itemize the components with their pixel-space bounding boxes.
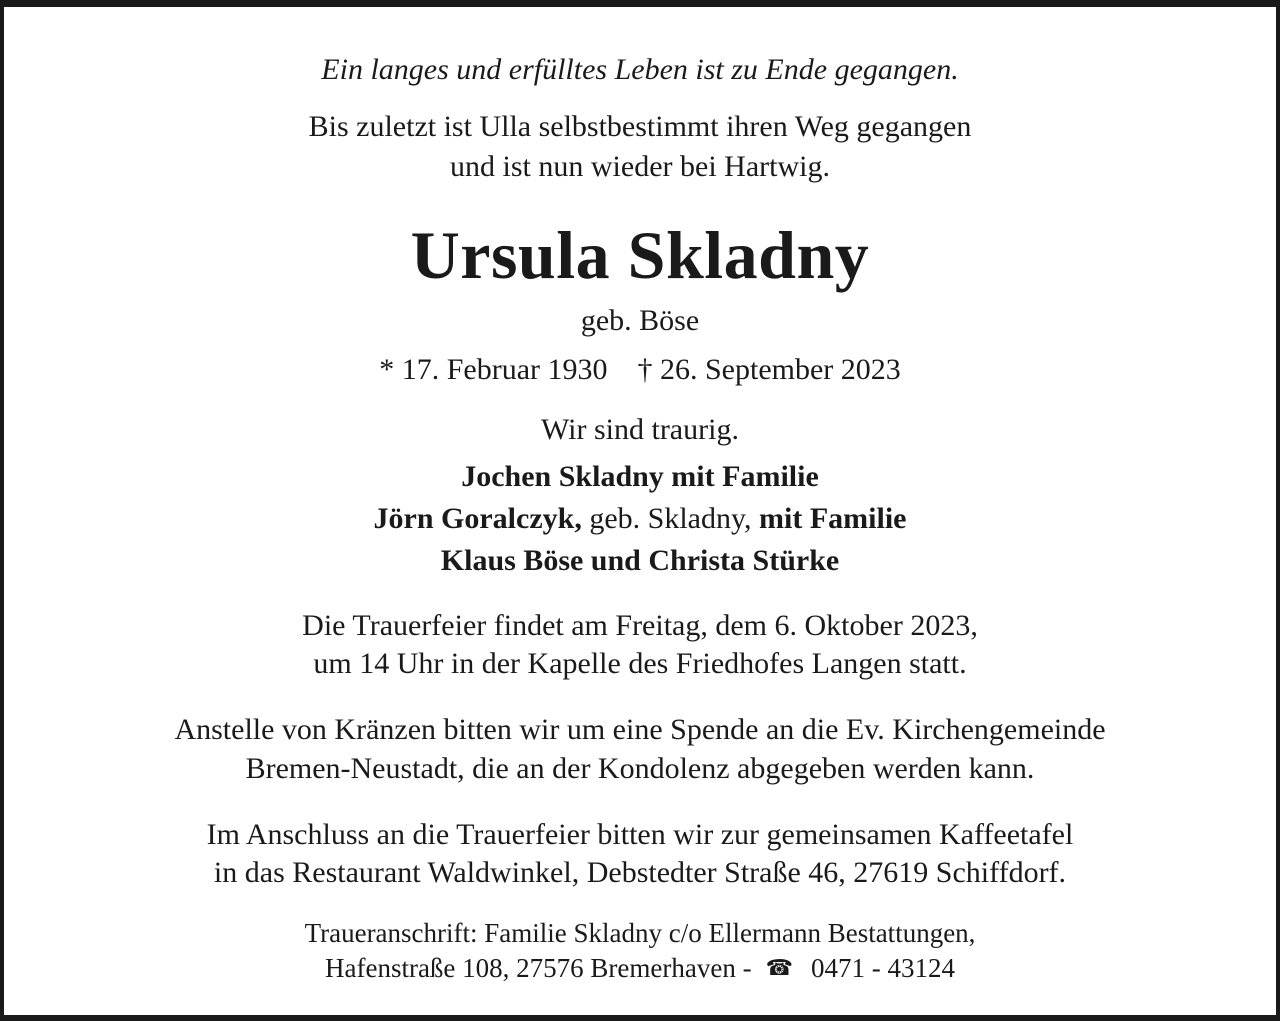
mourning-statement: Wir sind traurig. [541,413,739,446]
deceased-name: Ursula Skladny [410,217,870,293]
mourner-family-1: Jochen Skladny mit Familie [461,460,819,493]
death-date: † 26. September 2023 [637,353,901,386]
birth-date: * 17. Februar 1930 [379,353,608,386]
reception-line-2: in das Restaurant Waldwinkel, Debstedter Straße 46, 27619 Schiffdorf. [213,856,1067,889]
telephone-icon: ☎ [765,955,793,980]
phone-number: 0471 - 43124 [811,953,955,983]
intro-line-1: Ein langes und erfülltes Leben ist zu Ende gegangen. [321,53,959,86]
intro-line-3: und ist nun wieder bei Hartwig. [450,150,830,183]
mourner-family-3: Klaus Böse und Christa Stürke [440,544,840,577]
maiden-name: geb. Böse [580,304,700,337]
mourner-family-2-end: mit Familie [759,502,907,535]
reception-line-1: Im Anschluss an die Trauerfeier bitten wir zur gemeinsamen Kaffeetafel [206,818,1074,851]
address-line-2 [0,953,1280,984]
mourner-family-2-middle: geb. Skladny, [581,502,760,535]
ceremony-line-1: Die Trauerfeier findet am Freitag, dem 6. Oktober 2023, [302,609,978,642]
mourner-family-2 [0,502,1280,536]
life-dates [0,353,1280,387]
donation-line-1: Anstelle von Kränzen bitten wir um eine Spende an die Ev. Kirchengemeinde [174,713,1106,746]
address-street: Hafenstraße 108, 27576 Bremerhaven - [324,953,752,983]
intro-line-2: Bis zuletzt ist Ulla selbstbestimmt ihren Weg gegangen [308,110,972,143]
ceremony-line-2: um 14 Uhr in der Kapelle des Friedhofes Langen statt. [313,647,967,680]
mourner-family-2-name: Jörn Goralczyk, [373,502,582,535]
donation-line-2: Bremen-Neustadt, die an der Kondolenz abgegeben werden kann. [245,752,1035,785]
address-line-1: Traueranschrift: Familie Skladny c/o Ellermann Bestattungen, [304,918,976,948]
